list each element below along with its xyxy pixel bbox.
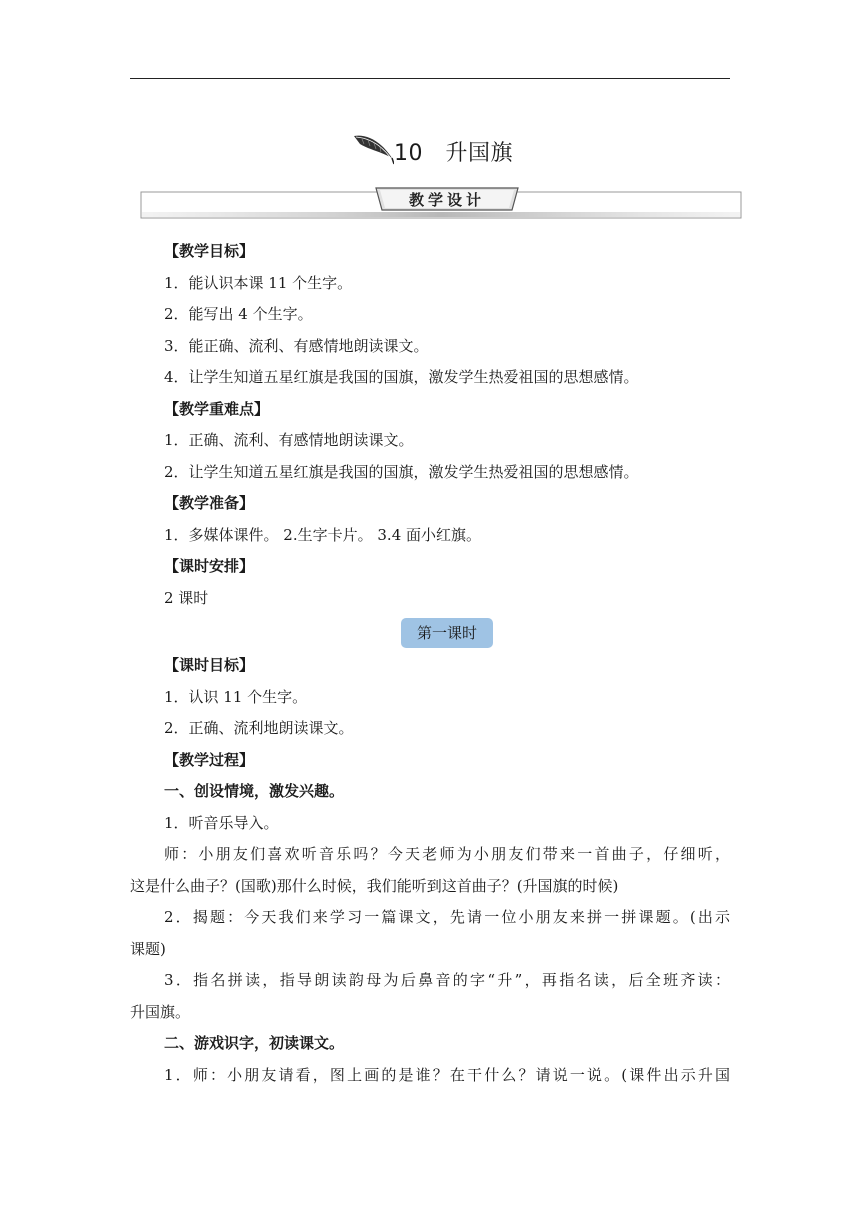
period-pill: 第一课时	[401, 618, 493, 648]
lesson-body	[130, 236, 730, 1091]
process-heading: 【教学过程】	[164, 750, 255, 769]
paragraph-line: 这是什么曲子？(国歌)那什么时候，我们能听到这首曲子？(升国旗的时候)	[130, 876, 619, 895]
schedule-value: 2 课时	[164, 588, 209, 607]
goal-item: 2．能写出 4 个生字。	[164, 305, 313, 323]
quill-pen-icon	[352, 130, 394, 166]
key-point-item: 2．让学生知道五星红旗是我国的国旗，激发学生热爱祖国的思想感情。	[164, 462, 639, 481]
part2-heading: 二、游戏识字，初读课文。	[164, 1034, 345, 1052]
preparation-heading: 【教学准备】	[164, 494, 255, 512]
schedule-heading: 【课时安排】	[164, 557, 255, 575]
key-point-item: 1．正确、流利、有感情地朗读课文。	[164, 431, 414, 449]
key-points-heading: 【教学重难点】	[164, 399, 270, 418]
header-rule	[130, 78, 730, 79]
period-goal-item: 2．正确、流利地朗读课文。	[164, 719, 354, 737]
lesson-title-row	[0, 130, 860, 170]
paragraph-line: 2．揭题：今天我们来学习一篇课文，先请一位小朋友来拼一拼课题。(出示	[164, 908, 730, 926]
period-pill-row	[130, 614, 730, 650]
paragraph	[130, 839, 730, 902]
goal-item: 4．让学生知道五星红旗是我国的国旗，激发学生热爱祖国的思想感情。	[164, 368, 639, 386]
part1-step: 1．听音乐导入。	[164, 813, 279, 832]
banner-label: 教学设计	[408, 191, 486, 209]
goal-item: 1．能认识本课 11 个生字。	[164, 273, 353, 292]
paragraph-line: 师：小朋友们喜欢听音乐吗？今天老师为小朋友们带来一首曲子，仔细听，	[164, 845, 730, 863]
paragraph-line: 3．指名拼读，指导朗读韵母为后鼻音的字“升”，再指名读，后全班齐读：	[164, 971, 730, 989]
section-banner	[140, 186, 742, 222]
paragraph	[130, 965, 730, 1028]
goal-item: 3．能正确、流利、有感情地朗读课文。	[164, 336, 429, 355]
period-goals-heading: 【课时目标】	[164, 656, 255, 674]
period-goal-item: 1．认识 11 个生字。	[164, 687, 308, 706]
part1-heading: 一、创设情境，激发兴趣。	[164, 782, 345, 800]
paragraph-line: 课题)	[130, 939, 166, 958]
goals-heading: 【教学目标】	[164, 242, 255, 260]
paragraph	[130, 1060, 730, 1092]
paragraph-line: 1．师：小朋友请看，图上画的是谁？在干什么？请说一说。(课件出示升国	[164, 1065, 730, 1084]
paragraph	[130, 902, 730, 965]
lesson-title: 10 升国旗	[394, 141, 513, 166]
paragraph-line: 升国旗。	[130, 1002, 191, 1021]
preparation-line: 1．多媒体课件。 2.生字卡片。 3.4 面小红旗。	[164, 525, 482, 544]
